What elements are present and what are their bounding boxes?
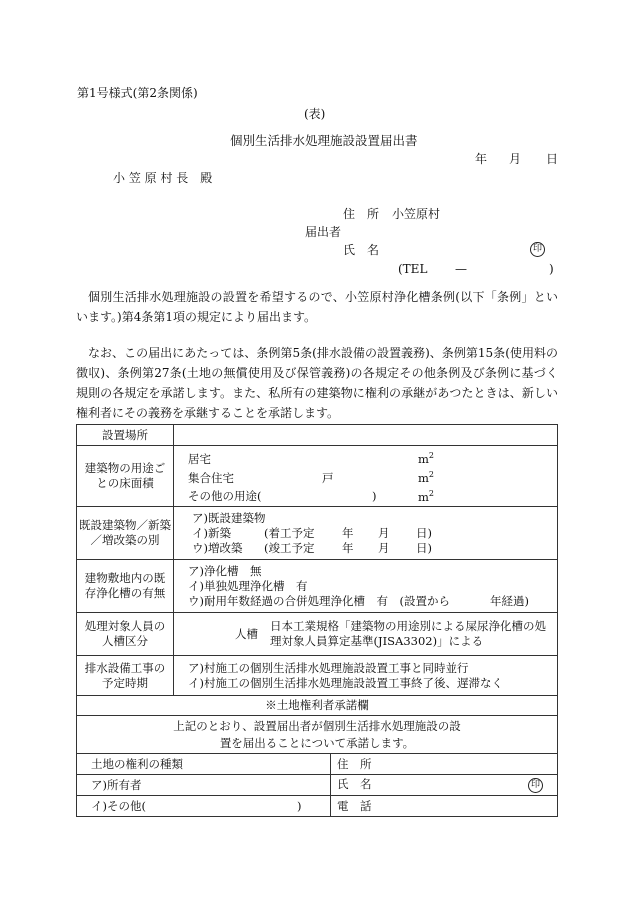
row-schedule <box>77 656 558 696</box>
septic-single: イ)単独処理浄化槽 有 <box>188 578 308 593</box>
land-consent-1: 上記のとおり、設置届出者が個別生活排水処理施設の設 <box>173 718 461 733</box>
date-month: 月 <box>509 152 522 166</box>
land-consent-2: 置を届出ることについて承諾します。 <box>219 735 415 750</box>
capacity-cell[interactable] <box>174 613 558 656</box>
floor-other-close: ) <box>372 489 377 504</box>
floor-residence: 居宅 <box>188 451 211 466</box>
land-seal-icon: 印 <box>528 778 543 793</box>
land-phone-cell[interactable] <box>331 796 558 817</box>
land-phone-label: 電 話 <box>337 798 372 813</box>
date-day: 日 <box>546 152 559 166</box>
land-owner[interactable]: ア)所有者 <box>77 775 331 796</box>
row-building-type <box>77 507 558 560</box>
land-name-cell[interactable] <box>331 775 558 796</box>
building-remodel-year: 年 <box>342 540 354 555</box>
building-remodel-day: 日) <box>416 540 432 555</box>
land-header: ※土地権利者承諾欄 <box>77 696 558 716</box>
body-paragraph-1: 個別生活排水処理施設の設置を希望するので、小笠原村浄化槽条例(以下「条例」といいます。)第4条第1項の規定により届出ます。 <box>76 290 558 324</box>
land-type-label: 土地の権利の種類 <box>77 754 331 775</box>
building-new-month: 月 <box>378 525 390 540</box>
notifier-seal-icon: 印 <box>530 242 545 257</box>
row-capacity <box>77 613 558 656</box>
floor-residence-sqm: m <box>418 451 429 466</box>
location-input[interactable] <box>174 425 558 446</box>
row-land-other <box>77 796 558 817</box>
body-paragraph-2: なお、この届出にあたっては、条例第5条(排水設備の設置義務)、条例第15条(使用料の徴収)、条例第27条(土地の無償使用及び保管義務)の各規定その他条例及び条例に基づく規則の各規定を承諾します。また、私所有の建築物に権利の承継があつたときは、新しい権利者にその義務を承継することを承諾します。 <box>76 346 558 420</box>
addressee: 小 笠 原 村 長 殿 <box>113 171 213 185</box>
schedule-cell[interactable] <box>174 656 558 696</box>
application-table <box>76 424 558 817</box>
capacity-desc-2: 理対象人員算定基準(JISA3302)」による <box>270 634 484 649</box>
row-septic <box>77 560 558 613</box>
floor-apartment: 集合住宅 <box>188 470 234 485</box>
land-consent-cell <box>77 716 558 754</box>
notifier-tel-label: (TEL <box>398 262 428 276</box>
land-other-close: ) <box>297 798 302 813</box>
schedule-a: ア)村施工の個別生活排水処理施設設置工事と同時並行 <box>188 660 469 675</box>
septic-tank: ア)浄化槽 無 <box>188 563 262 578</box>
septic-cell[interactable] <box>174 560 558 613</box>
land-other: イ)その他( <box>91 798 146 813</box>
row-land-consent <box>77 716 558 754</box>
building-remodel-schedule: (竣工予定 <box>264 540 315 555</box>
row-land-owner <box>77 775 558 796</box>
floor-apartment-unit: 戸 <box>322 470 334 485</box>
building-type-label: 既設建築物／新築／増改築の別 <box>77 507 174 560</box>
land-address-label: 住 所 <box>337 756 372 771</box>
notifier-address-label: 住 所 <box>343 207 380 221</box>
septic-years: 年経過) <box>490 593 529 608</box>
notifier-address-value: 小笠原村 <box>392 207 441 221</box>
form-number: 第1号様式(第2条関係) <box>77 86 198 100</box>
floor-other-sqm: m <box>418 489 429 504</box>
location-label: 設置場所 <box>77 425 174 446</box>
building-new-schedule: (着工予定 <box>264 525 315 540</box>
land-other-cell[interactable] <box>77 796 331 817</box>
notifier-tel-dash: — <box>455 262 467 276</box>
land-name-label: 氏 名 <box>337 777 372 792</box>
septic-combined: ウ)耐用年数経過の合併処理浄化槽 有 (設置から <box>188 593 450 608</box>
floor-apartment-sup: 2 <box>428 469 434 479</box>
capacity-label: 処理対象人員の人槽区分 <box>77 613 174 656</box>
notifier-role-label: 届出者 <box>305 225 342 239</box>
capacity-unit: 人槽 <box>235 626 258 641</box>
notifier-name-label: 氏 名 <box>343 243 380 257</box>
floor-apartment-sqm: m <box>418 470 429 485</box>
land-address-cell[interactable] <box>331 754 558 775</box>
building-type-cell[interactable] <box>174 507 558 560</box>
page-title: 個別生活排水処理施設設置届出書 <box>230 133 418 148</box>
building-remodel-month: 月 <box>378 540 390 555</box>
row-location <box>77 425 558 446</box>
notifier-tel-close: ) <box>549 262 554 276</box>
building-new: イ)新築 <box>192 525 231 540</box>
building-new-year: 年 <box>342 525 354 540</box>
building-remodel: ウ)増改築 <box>192 540 243 555</box>
row-floor-area <box>77 446 558 507</box>
row-land-header <box>77 696 558 716</box>
floor-area-label: 建築物の用途ごとの床面積 <box>77 446 174 507</box>
floor-area-cell[interactable] <box>174 446 558 507</box>
floor-residence-sup: 2 <box>428 451 434 460</box>
side-label: (表) <box>304 107 326 121</box>
building-existing: ア)既設建築物 <box>192 510 266 525</box>
septic-label: 建物敷地内の既存浄化槽の有無 <box>77 560 174 613</box>
floor-other: その他の用途( <box>188 489 262 504</box>
row-land-type <box>77 754 558 775</box>
capacity-desc-1: 日本工業規格「建築物の用途別による屎尿浄化槽の処 <box>270 619 546 634</box>
schedule-b: イ)村施工の個別生活排水処理施設設置工事終了後、遅滞なく <box>188 675 503 690</box>
floor-other-sup: 2 <box>428 488 434 498</box>
building-new-day: 日) <box>416 525 432 540</box>
schedule-label: 排水設備工事の予定時期 <box>77 656 174 696</box>
date-year: 年 <box>475 152 488 166</box>
